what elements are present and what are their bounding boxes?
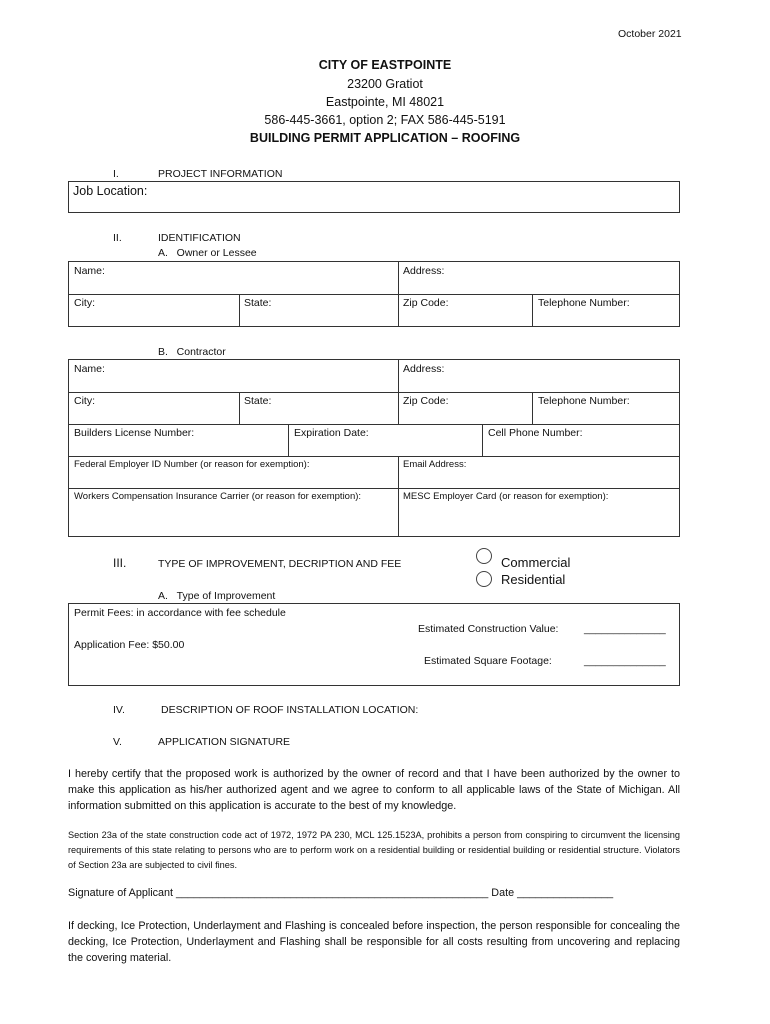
section-4-title: DESCRIPTION OF ROOF INSTALLATION LOCATION: <box>161 704 419 716</box>
commercial-radio[interactable] <box>476 548 492 564</box>
workers-comp-field[interactable]: Workers Compensation Insurance Carrier (or reason for exemption): <box>74 491 362 502</box>
form-title: BUILDING PERMIT APPLICATION – ROOFING <box>249 131 521 145</box>
type-of-improvement-heading: A. Type of Improvement <box>158 590 276 602</box>
est-construction-value-field[interactable]: ______________ <box>584 623 666 635</box>
section-5-title: APPLICATION SIGNATURE <box>158 736 291 748</box>
est-construction-value-label: Estimated Construction Value: <box>418 623 559 635</box>
signature-line[interactable]: Signature of Applicant ____________________________________________________ Date ________________ <box>68 887 614 899</box>
contractor-address-field[interactable]: Address: <box>403 363 445 375</box>
builders-license-field[interactable]: Builders License Number: <box>74 427 195 439</box>
street-address: 23200 Gratiot <box>347 77 423 91</box>
residential-radio[interactable] <box>476 571 492 587</box>
decking-paragraph: If decking, Ice Protection, Underlayment and Flashing is concealed before inspection, the person responsible for concealing the decking, Ice Protection, Underlayment and Flashing shall be responsible for all costs resulting from uncovering and replacing the covering material. <box>68 920 680 964</box>
phone-fax: 586-445-3661, option 2; FAX 586-445-5191 <box>264 113 506 127</box>
owner-table <box>68 261 680 327</box>
section-2-title: IDENTIFICATION <box>158 232 241 244</box>
form-date: October 2021 <box>618 28 682 40</box>
email-field[interactable]: Email Address: <box>403 459 467 470</box>
city-state-zip: Eastpointe, MI 48021 <box>325 95 445 109</box>
mesc-card-field[interactable]: MESC Employer Card (or reason for exemption): <box>403 491 609 502</box>
contractor-heading: B. Contractor <box>158 346 226 358</box>
fee-box <box>68 603 680 686</box>
contractor-telephone-field[interactable]: Telephone Number: <box>538 395 630 407</box>
est-square-footage-label: Estimated Square Footage: <box>424 655 552 667</box>
cell-phone-field[interactable]: Cell Phone Number: <box>488 427 583 439</box>
section-1-number: I. <box>113 168 119 180</box>
permit-fees-text: Permit Fees: in accordance with fee schedule <box>74 607 286 619</box>
contractor-table <box>68 359 680 537</box>
owner-state-field[interactable]: State: <box>244 297 272 309</box>
section-4-number: IV. <box>113 704 125 716</box>
contractor-state-field[interactable]: State: <box>244 395 272 407</box>
owner-name-field[interactable]: Name: <box>74 265 105 277</box>
residential-label: Residential <box>501 572 566 587</box>
application-fee-text: Application Fee: $50.00 <box>74 639 185 651</box>
section-1-title: PROJECT INFORMATION <box>158 168 283 180</box>
commercial-label: Commercial <box>501 555 571 570</box>
job-location-label: Job Location: <box>73 184 148 198</box>
owner-zip-field[interactable]: Zip Code: <box>403 297 449 309</box>
section-23a-paragraph: Section 23a of the state construction code act of 1972, 1972 PA 230, MCL 125.1523A, prohibits a person from conspiring to circumvent the licensing requirements of this state relating to persons who are to perform work on a residential building or residential building or residential structure. Violators of Section 23a are subjected to civil fines. <box>68 830 680 870</box>
owner-city-field[interactable]: City: <box>74 297 95 309</box>
owner-telephone-field[interactable]: Telephone Number: <box>538 297 630 309</box>
certification-paragraph: I hereby certify that the proposed work is authorized by the owner of record and that I have been authorized by the owner to make this application as his/her authorized agent and we agree to conform to all applicable laws of the State of Michigan. All information submitted on this application is accurate to the best of my knowledge. <box>68 768 680 812</box>
section-3-number: III. <box>113 556 127 570</box>
contractor-name-field[interactable]: Name: <box>74 363 105 375</box>
est-square-footage-field[interactable]: ______________ <box>584 655 666 667</box>
job-location-field[interactable] <box>68 181 680 213</box>
contractor-zip-field[interactable]: Zip Code: <box>403 395 449 407</box>
section-5-number: V. <box>113 736 122 748</box>
expiration-date-field[interactable]: Expiration Date: <box>294 427 369 439</box>
fein-field[interactable]: Federal Employer ID Number (or reason for exemption): <box>74 459 310 470</box>
contractor-city-field[interactable]: City: <box>74 395 95 407</box>
section-2-number: II. <box>113 232 122 244</box>
owner-heading: A. Owner or Lessee <box>158 247 257 259</box>
city-name: CITY OF EASTPOINTE <box>318 58 452 72</box>
owner-address-field[interactable]: Address: <box>403 265 445 277</box>
section-3-title: TYPE OF IMPROVEMENT, DECRIPTION AND FEE <box>158 558 402 570</box>
